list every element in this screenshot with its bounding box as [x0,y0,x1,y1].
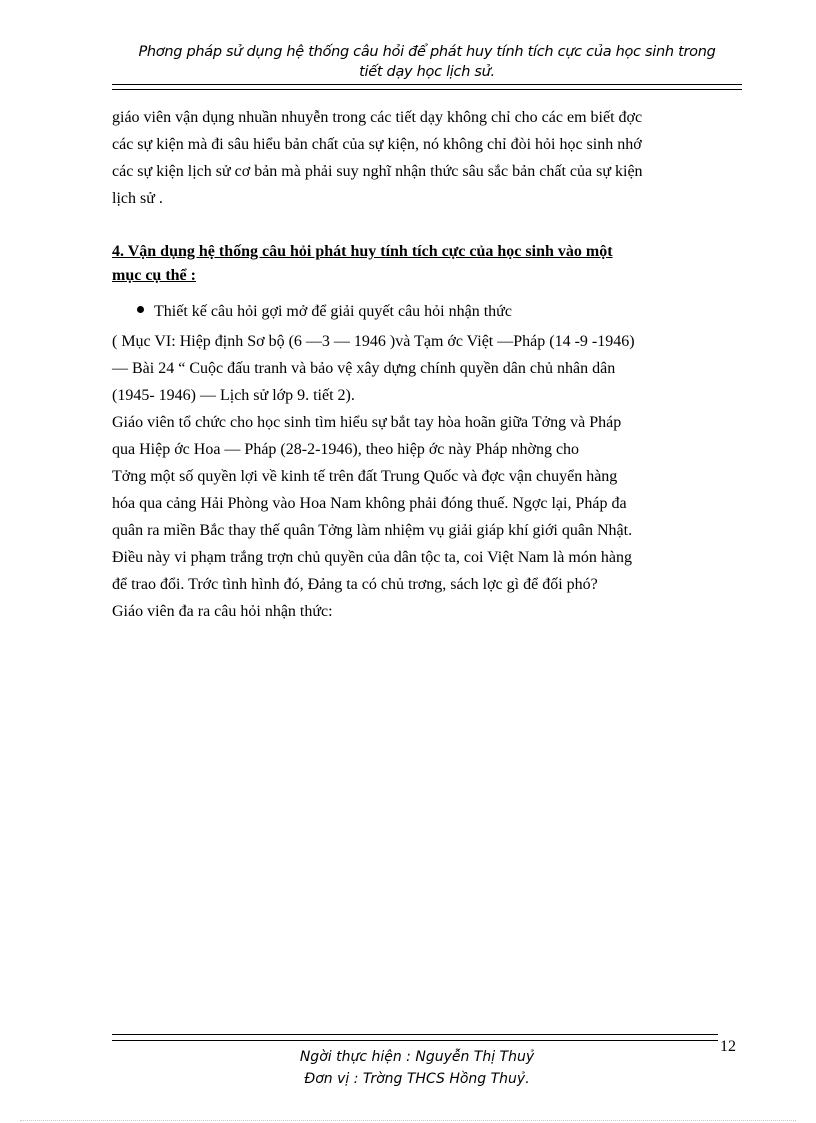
intro-line: giáo viên vận dụng nhuần nhuyễn trong các tiết dạy không chỉ cho các em biết đợc [112,109,643,126]
header-title-line-1: Phơng pháp sử dụng hệ thống câu hỏi để phát huy tính tích cực của học sinh trong [138,44,716,60]
body-line: (1945- 1946) — Lịch sử lớp 9. tiết 2). [112,387,355,404]
section-heading-line-2: mục cụ thể : [112,267,196,284]
header-title-line-2: tiết dạy học lịch sử. [359,64,495,80]
body-line: quân ra miền Bắc thay thế quân Tởng làm nhiệm vụ giải giáp khí giới quân Nhật. [112,522,633,539]
body-line: qua Hiệp ớc Hoa — Pháp (28-2-1946), theo hiệp ớc này Pháp nhờng cho [112,441,580,458]
intro-line: các sự kiện lịch sử cơ bản mà phải suy nghĩ nhận thức sâu sắc bản chất của sự kiện [112,163,643,180]
body-line: Giáo viên đa ra câu hỏi nhận thức: [112,603,333,620]
header-rule-top [112,84,742,85]
body-line: Điều này vi phạm trắng trợn chủ quyền của dân tộc ta, coi Việt Nam là món hàng [112,549,632,566]
section-body [112,328,742,625]
bullet-item [137,300,747,324]
body-line: để trao đổi. Trớc tình hình đó, Đảng ta có chủ trơng, sách lợc gì để đối phó? [112,576,598,593]
body-line: Tởng một số quyền lợi về kinh tế trên đất Trung Quốc và đợc vận chuyển hàng [112,468,618,485]
bullet-icon [137,306,144,313]
section-heading [112,240,742,288]
body-line: ( Mục VI: Hiệp định Sơ bộ (6 —3 — 1946 )và Tạm ớc Việt —Pháp (14 -9 -1946) [112,333,635,350]
header-rule-bottom [112,89,742,90]
bullet-text: Thiết kế câu hỏi gợi mở để giải quyết câu hỏi nhận thức [154,303,512,320]
body-line: Giáo viên tổ chức cho học sinh tìm hiểu sự bắt tay hòa hoãn giữa Tởng và Pháp [112,414,622,431]
footer-rule-top [112,1034,718,1035]
page-number: 12 [720,1038,736,1055]
footer-author: Ngời thực hiện : Nguyễn Thị Thuỷ [299,1049,535,1065]
body-line: hóa qua cảng Hải Phòng vào Hoa Nam không phải đóng thuế. Ngợc lại, Pháp đa [112,495,627,512]
intro-line: lịch sử . [112,190,163,207]
footer-rule-bottom [112,1040,718,1041]
page-edge-divider [20,1120,796,1121]
page-header [112,42,742,82]
footer-unit: Đơn vị : Trờng THCS Hồng Thuỷ. [304,1071,530,1087]
intro-paragraph [112,104,742,212]
intro-line: các sự kiện mà đi sâu hiểu bản chất của sự kiện, nó không chỉ đòi hỏi học sinh nhớ [112,136,642,153]
body-line: — Bài 24 “ Cuộc đấu tranh và bảo vệ xây dựng chính quyền dân chủ nhân dân [112,360,616,377]
section-heading-line-1: 4. Vận dụng hệ thống câu hỏi phát huy tính tích cực của học sinh vào một [112,243,613,260]
